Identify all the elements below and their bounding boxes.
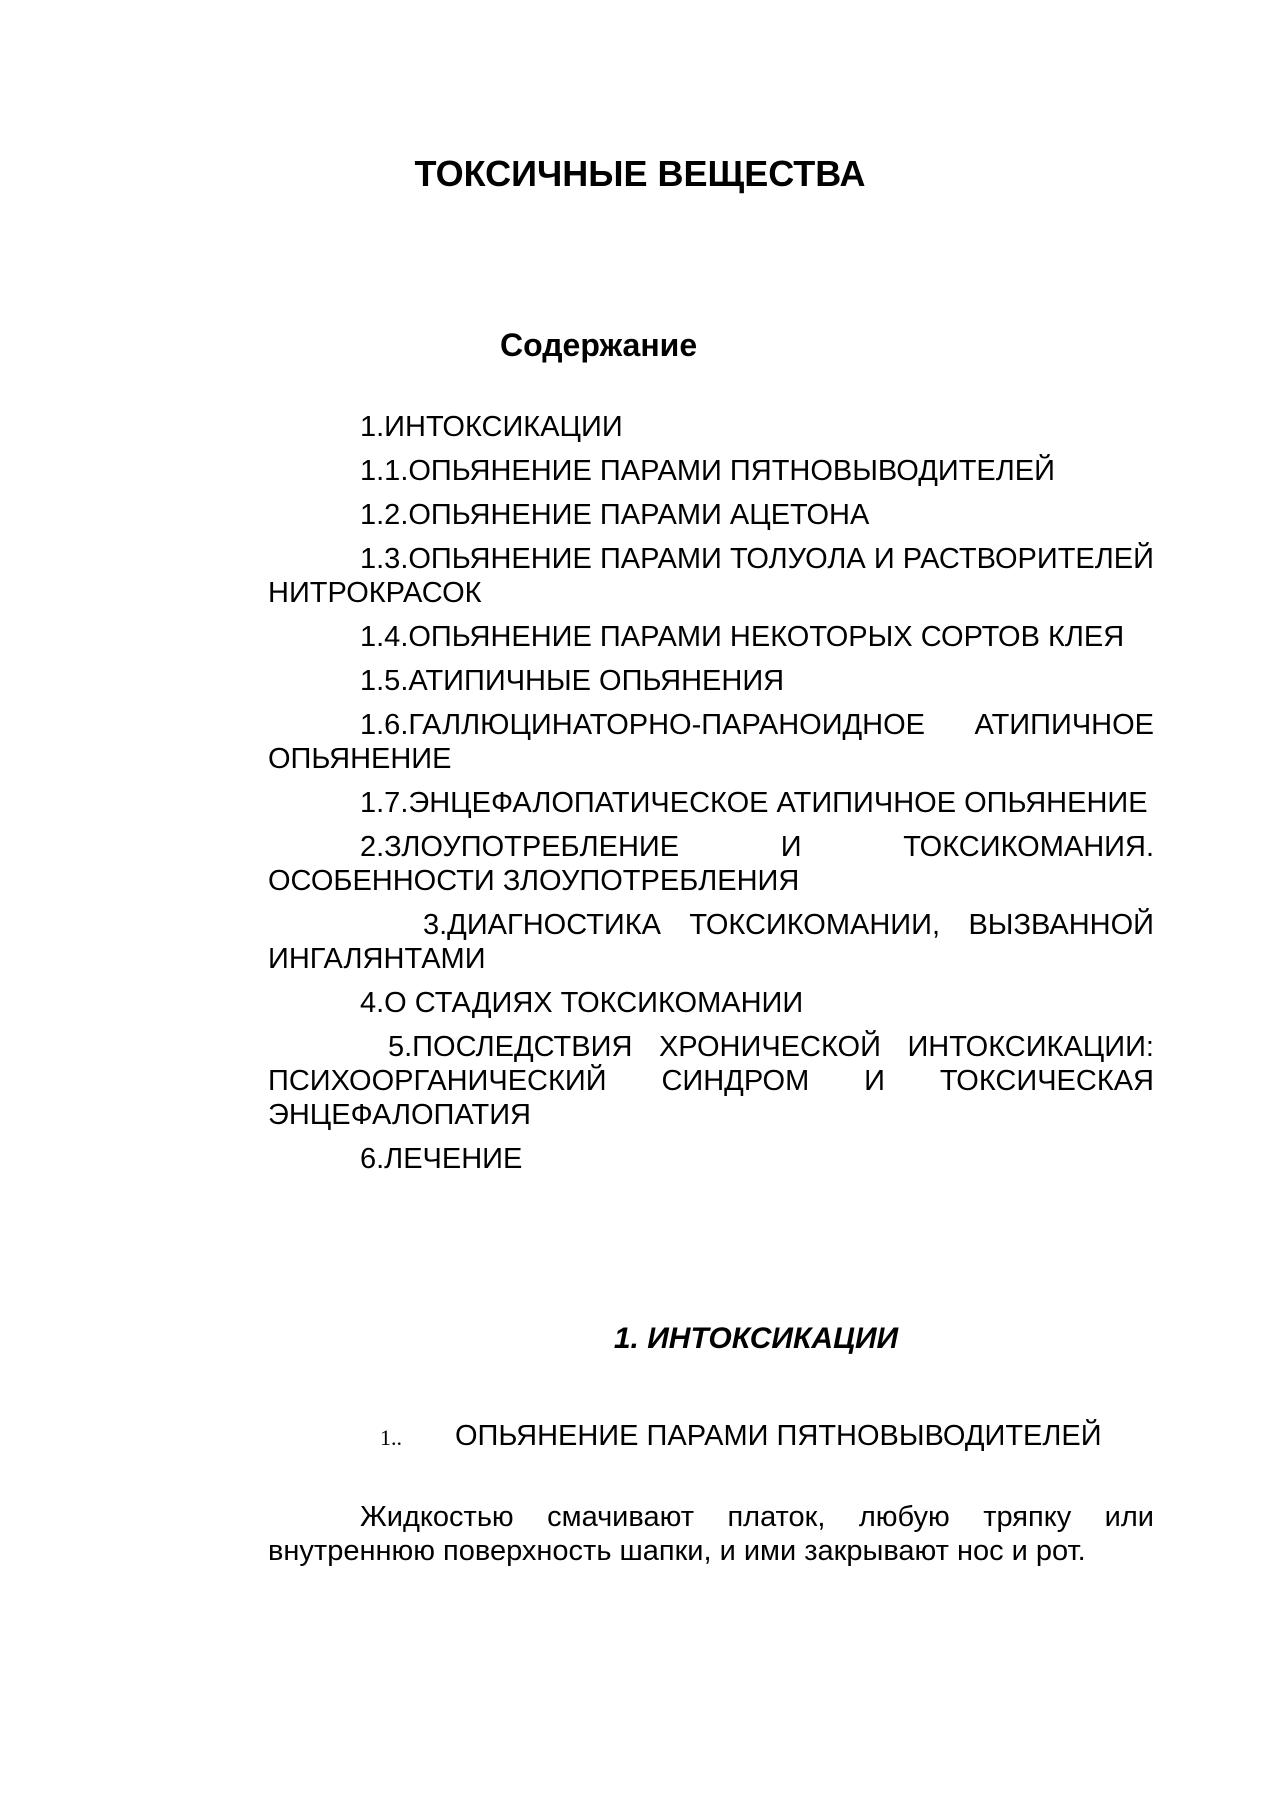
toc-item: 1.ИНТОКСИКАЦИИ [360, 411, 623, 443]
toc-item: 1.1.ОПЬЯНЕНИЕ ПАРАМИ ПЯТНОВЫВОДИТЕЛЕЙ [360, 455, 1055, 487]
subsection-heading [380, 1418, 1102, 1456]
toc-item: 3.ДИАГНОСТИКА ТОКСИКОМАНИИ, ВЫЗВАННОЙ ИНГАЛЯНТАМИ [268, 909, 1154, 975]
toc-item: 1.2.ОПЬЯНЕНИЕ ПАРАМИ АЦЕТОНА [360, 499, 870, 531]
toc-heading: Содержание [500, 327, 698, 363]
subsection-title: ОПЬЯНЕНИЕ ПАРАМИ ПЯТНОВЫВОДИТЕЛЕЙ [455, 1420, 1102, 1452]
section-heading: 1. ИНТОКСИКАЦИИ [613, 1322, 899, 1355]
toc-item: 5.ПОСЛЕДСТВИЯ ХРОНИЧЕСКОЙ ИНТОКСИКАЦИИ: ПСИХООРГАНИЧЕСКИЙ СИНДРОМ И ТОКСИЧЕСКАЯ ЭНЦЕФАЛОПАТИЯ [268, 1031, 1154, 1131]
toc-item: 1.5.АТИПИЧНЫЕ ОПЬЯНЕНИЯ [360, 665, 785, 697]
toc-item: 2.ЗЛОУПОТРЕБЛЕНИЕ И ТОКСИКОМАНИЯ. ОСОБЕННОСТИ ЗЛОУПОТРЕБЛЕНИЯ [268, 831, 1154, 897]
toc-item: 1.4.ОПЬЯНЕНИЕ ПАРАМИ НЕКОТОРЫХ СОРТОВ КЛЕЯ [360, 621, 1125, 653]
body-paragraph: Жидкостью смачивают платок, любую тряпку или внутреннюю поверхность шапки, и ими закрывают нос и рот. [268, 1501, 1154, 1567]
toc-item: 1.7.ЭНЦЕФАЛОПАТИЧЕСКОЕ АТИПИЧНОЕ ОПЬЯНЕНИЕ [360, 787, 1148, 819]
toc-item: 4.О СТАДИЯХ ТОКСИКОМАНИИ [360, 987, 804, 1019]
toc-item: 6.ЛЕЧЕНИЕ [360, 1143, 523, 1175]
table-of-contents [268, 410, 1154, 1186]
toc-item: 1.3.ОПЬЯНЕНИЕ ПАРАМИ ТОЛУОЛА И РАСТВОРИТЕЛЕЙ НИТРОКРАСОК [268, 543, 1154, 609]
document-title: ТОКСИЧНЫЕ ВЕЩЕСТВА [414, 153, 866, 194]
toc-item: 1.6.ГАЛЛЮЦИНАТОРНО-ПАРАНОИДНОЕ АТИПИЧНОЕ ОПЬЯНЕНИЕ [268, 709, 1154, 775]
subsection-number: 1.. [380, 1425, 402, 1450]
